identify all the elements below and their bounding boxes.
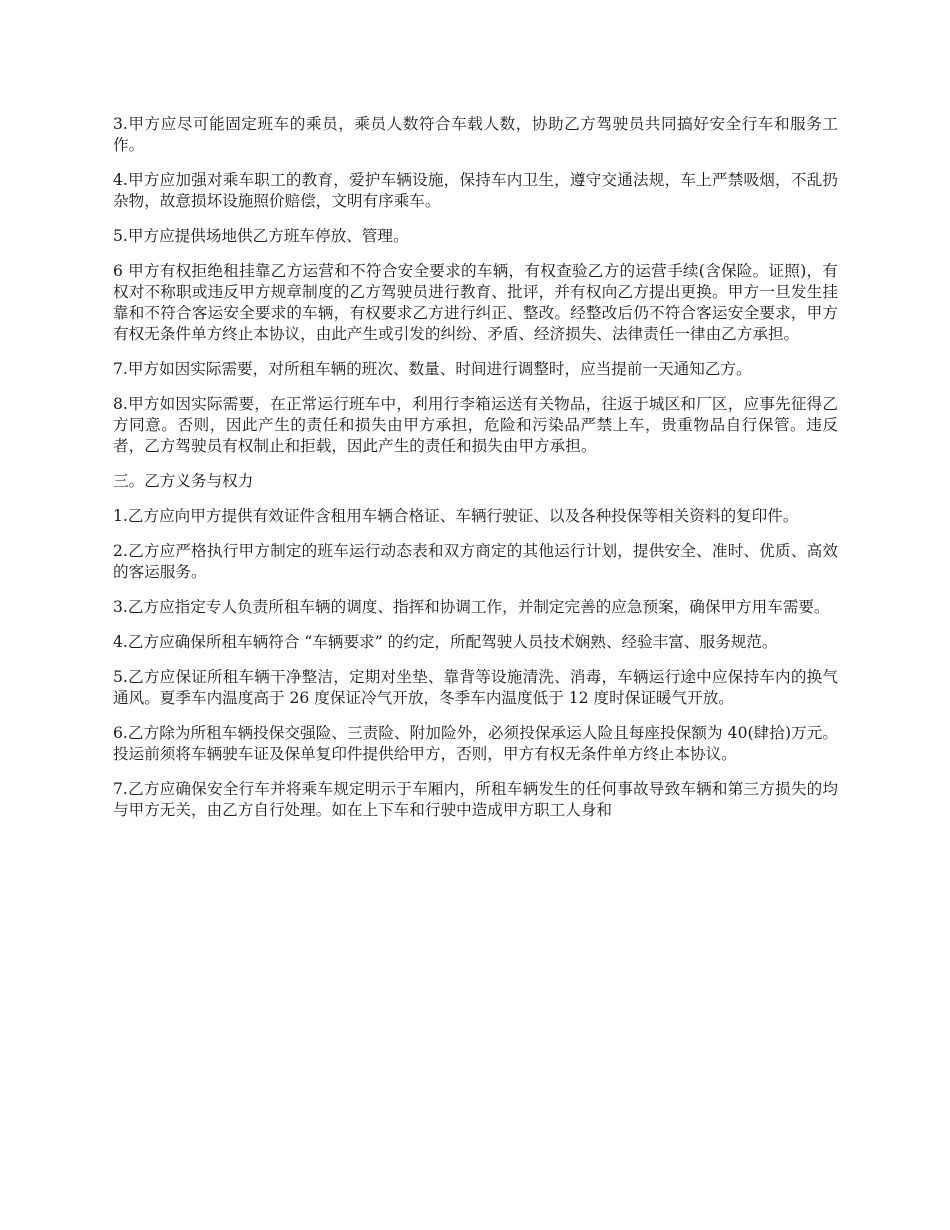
clause-b3: 3.乙方应指定专人负责所租车辆的调度、指挥和协调工作，并制定完善的应急预案，确保甲方用车需要。	[113, 598, 830, 616]
clause-b4: 4.乙方应确保所租车辆符合 “车辆要求” 的约定，所配驾驶人员技术娴熟、经验丰富、服务规范。	[113, 633, 778, 651]
clause-b1: 1.乙方应向甲方提供有效证件含租用车辆合格证、车辆行驶证、以及各种投保等相关资料的复印件。	[113, 507, 799, 525]
clause-b2: 2.乙方应严格执行甲方制定的班车运行动态表和双方商定的其他运行计划，提供安全、准时、优质、高效的客运服务。	[113, 542, 838, 581]
clause-b6: 6.乙方除为所租车辆投保交强险、三责险、附加险外，必须投保承运人险且每座投保额为 40(肆拾)万元。投运前须将车辆驶车证及保单复印件提供给甲方，否则，甲方有权无条件单方终止本协议。	[113, 724, 838, 763]
document-body	[113, 114, 838, 835]
clause-a5: 5.甲方应提供场地供乙方班车停放、管理。	[113, 227, 409, 245]
clause-b7: 7.乙方应确保安全行车并将乘车规定明示于车厢内，所租车辆发生的任何事故导致车辆和第三方损失的均与甲方无关，由乙方自行处理。如在上下车和行驶中造成甲方职工人身和	[113, 780, 838, 819]
clause-a6: 6 甲方有权拒绝租挂靠乙方运营和不符合安全要求的车辆，有权查验乙方的运营手续(含保险。证照)，有权对不称职或违反甲方规章制度的乙方驾驶员进行教育、批评，并有权向乙方提出更换。甲方一旦发生挂靠和不符合客运安全要求的车辆，有权要求乙方进行纠正、整改。经整改后仍不符合客运安全要求，甲方有权无条件单方终止本协议，由此产生或引发的纠纷、矛盾、经济损失、法律责任一律由乙方承担。	[113, 262, 838, 343]
clause-a4: 4.甲方应加强对乘车职工的教育，爱护车辆设施，保持车内卫生，遵守交通法规，车上严禁吸烟，不乱扔杂物，故意损坏设施照价赔偿，文明有序乘车。	[113, 171, 838, 210]
clause-a3: 3.甲方应尽可能固定班车的乘员，乘员人数符合车载人数，协助乙方驾驶员共同搞好安全行车和服务工作。	[113, 115, 838, 154]
clause-a8: 8.甲方如因实际需要，在正常运行班车中，利用行李箱运送有关物品，往返于城区和厂区，应事先征得乙方同意。否则，因此产生的责任和损失由甲方承担，危险和污染品严禁上车，贵重物品自行保管。违反者，乙方驾驶员有权制止和拒载，因此产生的责任和损失由甲方承担。	[113, 395, 838, 455]
section-heading-party-b: 三。乙方义务与权力	[113, 472, 254, 490]
clause-b5: 5.乙方应保证所租车辆干净整洁，定期对坐垫、靠背等设施清洗、消毒，车辆运行途中应保持车内的换气通风。夏季车内温度高于 26 度保证冷气开放，冬季车内温度低于 12 度时保证暖气开放。	[113, 668, 838, 707]
clause-a7: 7.甲方如因实际需要，对所租车辆的班次、数量、时间进行调整时，应当提前一天通知乙方。	[113, 360, 752, 378]
